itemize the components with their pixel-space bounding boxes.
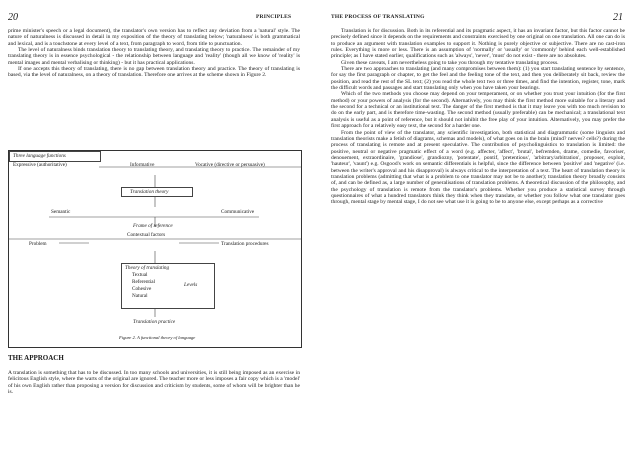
translation-practice-label: Translation practice [133, 319, 176, 325]
left-running-head: PRINCIPLES [256, 14, 292, 20]
section-heading: THE APPROACH [8, 354, 64, 362]
approach-text [8, 370, 300, 395]
paragraph: There are two approaches to translating (and many compromises between them): (1) you start translating sentence by sentence, for say the first paragraph or chapter, to get the feel and the feeling tone of the text, and then you deliberately sit back, review the position, and read the rest of the SL text; (2) you read the whole text two or three times, and find the intention, register, tone, mark the difficult words and passages and start translating only when you have taken your bearings. [331, 66, 625, 92]
translation-theory-label: Translation theory [130, 189, 169, 195]
three-language-functions-box [9, 151, 101, 162]
vocative-label: Vocative (directive or persuasive) [195, 162, 265, 168]
three-language-functions-label: Three language functions [13, 153, 66, 159]
translation-theory-box [121, 187, 193, 197]
figure-connector-lines [9, 151, 301, 347]
paragraph: prime minister's speech or a legal document), the translator's own version has to reflect any deviation from a 'natural' style. The nature of naturalness is discussed in detail in my exposition of the theory of translating below; 'naturalness' is both grammatical and lexical, and is a touchstone at every level of a text, from paragraph to word, from title to punctuation. [8, 28, 300, 47]
figure-caption: Figure 2. A functional theory of language [119, 335, 196, 340]
left-body-text [8, 28, 300, 79]
level-textual: Textual [132, 272, 148, 278]
right-running-head: THE PROCESS OF TRANSLATING [331, 14, 425, 20]
paragraph: If one accepts this theory of translating, there is no gap between translation theory and practice. The theory of translating is based, via the level of naturalness, on a theory of translation. Therefore one arrives at the scheme shown in Figure 2. [8, 66, 300, 79]
paragraph: The level of naturalness binds translation theory to translating theory, and translating theory to practice. The remainder of my translating theory is in essence psychological - the relationship between language and 'reality' (though all we know of 'reality' is mental images and mental verbalising or thinking) - but it has practical applications. [8, 47, 300, 66]
problem-label: Problem [29, 241, 47, 247]
translation-procedures-label: Translation procedures [221, 241, 269, 247]
theory-of-translating-label: Theory of translating [125, 265, 170, 271]
paragraph: Given these caveats, I am nevertheless going to take you through my tentative translating process. [341, 59, 559, 66]
right-body-text [331, 28, 625, 206]
expressive-label: Expressive (authoritative) [13, 162, 67, 168]
paragraph: From the point of view of the translator, any scientific investigation, both statistical and diagrammatic (some linguists and translation theorists make a fetish of diagrams, schemas and models), of what goes on in the brain (mind? nerves? cells?) during the process of translating is remote and at present speculative. The contribution of psycholinguistics to translation is limited: the positive, neutral or negative pragmatic effect of a word (e.g. affecter, 'affect', 'brutal', befremden, drame, comedie, favoriser, denouement, extraordinaire, 'grandiose', grandiozny, 'potentate', pontif, 'pretentious', 'arbitrary/arbitration', proposer, exploit, 'hauteur', 'vaunt') e.g. Osgood's work on semantic differentials is helpful, since the difference between 'positive' and 'negative' (i.e. between the writer's approval and his disapproval) is always critical to the interpretation of a text. The heart of translation theory is translation problems (admitting that what is a problem to one translator may not be to another); translation theory broadly consists of, and can be defined as, a large number of generalisations of translation problems. A theoretical discussion of the philosophy, and the psychology of translation is remote from the translator's problems. Whether you produce a statistical survey through questionnaires of what a hundred translators think they think when they translate, or whether you follow what one translator goes through, mental stage by mental stage, I do not see what use it is going to be to anyone else, except perhaps as a corrective [331, 129, 625, 206]
level-referential: Referential [132, 279, 156, 285]
frame-of-reference-label: Frame of reference [133, 223, 173, 229]
theory-of-translating-box [121, 263, 215, 309]
paragraph: Which of the two methods you choose may depend on your temperament, or on whether you trust your intuition (for the first method) or your powers of analysis (for the second). Alternatively, you may think the first method more suitable for a literary and the second for a technical or an institutional text. The danger of the first method is that it may leave you with too much revision to do on the early part, and is therefore time-wasting. The second method (usually preferable) can be mechanical; a translational text analysis is useful as a point of reference, but it should not inhibit the free play of your intuition. Alternatively, you may prefer the first approach for a relatively easy text, the second for a harder one. [331, 91, 625, 130]
level-cohesive: Cohesive [132, 286, 152, 292]
semantic-label: Semantic [51, 209, 71, 215]
communicative-label: Communicative [221, 209, 255, 215]
paragraph: Translation is for discussion. Both in its referential and its pragmatic aspect, it has an invariant factor, but this factor cannot be precisely defined since it depends on the requirements and constraints exercised by one original on one translation. All one can do is to produce an argument with translation examples to support it. Nothing is purely objective or subjective. There are no cast-iron rules. Everything is more or less. There is an assumption of 'normally' or 'usually' or 'commonly' behind each well-established principle; as I have stated earlier, qualifications such as 'always', 'never', 'must' do not exist - there are no absolutes. [331, 28, 625, 60]
informative-label: Informative [130, 162, 155, 168]
right-page [319, 0, 638, 473]
contextual-factors-label: Contextual factors [127, 232, 166, 238]
right-page-number: 21 [613, 12, 623, 23]
level-natural: Natural [132, 293, 148, 299]
figure-2 [8, 150, 302, 348]
levels-label: Levels [184, 282, 198, 288]
paragraph: A translation is something that has to be discussed. In too many schools and universities, it is still being imposed as an exercise in felicitous English style, where the warts of the original are ignored. The teacher more or less imposes a fair copy which is a 'model' of his own English rather than proposing a version for discussion and criticism by students, some of whom will be brighter than he is. [8, 370, 300, 396]
left-page-number: 20 [8, 12, 18, 23]
